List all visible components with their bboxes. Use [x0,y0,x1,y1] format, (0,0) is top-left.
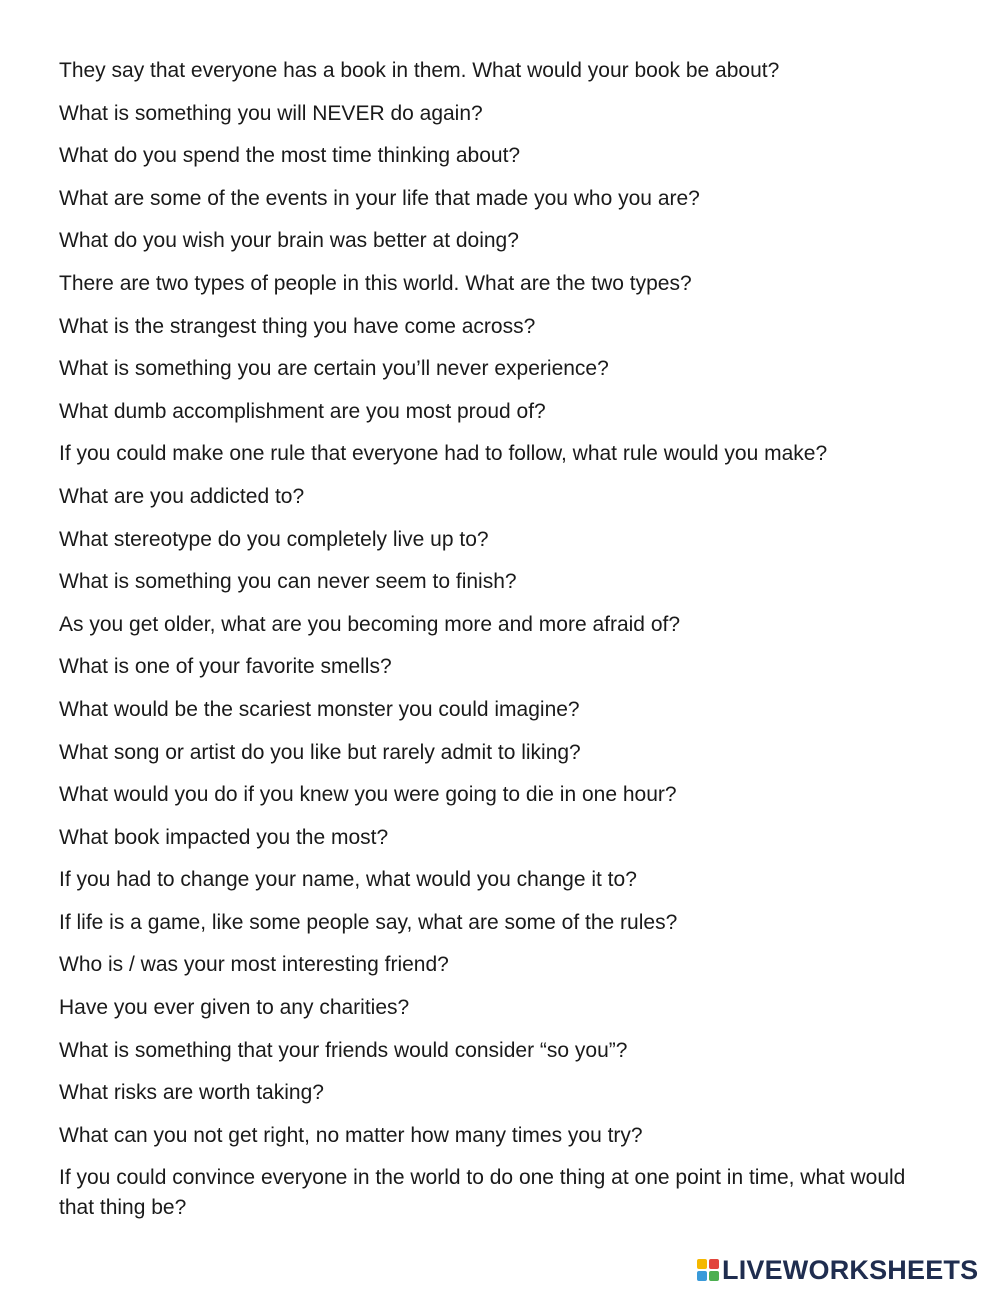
question-item: What is something you are certain you’ll never experience? [59,357,609,381]
question-item: What is something that your friends would consider “so you”? [59,1038,628,1062]
question-item: What would be the scariest monster you could imagine? [59,697,580,721]
question-item: What are some of the events in your life that made you who you are? [59,186,700,210]
question-item: What dumb accomplishment are you most proud of? [59,399,546,423]
logo-square-icon [709,1259,719,1269]
question-item: What can you not get right, no matter how many times you try? [59,1123,643,1147]
question-item: If you could convince everyone in the world to do one thing at one point in time, what would that thing be? [59,1166,906,1220]
question-list [59,56,939,1236]
question-item: If you had to change your name, what would you change it to? [59,868,637,892]
question-item: What do you spend the most time thinking about? [59,144,521,168]
question-item: If life is a game, like some people say, what are some of the rules? [59,910,678,934]
logo-square-icon [697,1259,707,1269]
question-item: Have you ever given to any charities? [59,996,410,1020]
question-item: What do you wish your brain was better at doing? [59,229,519,253]
question-item: What book impacted you the most? [59,825,389,849]
question-item: They say that everyone has a book in them. What would your book be about? [59,59,780,82]
logo-mark-icon [697,1259,719,1281]
question-item: Who is / was your most interesting friend? [59,953,449,977]
liveworksheets-logo[interactable] [697,1255,978,1285]
question-item: As you get older, what are you becoming more and more afraid of? [59,612,681,636]
question-item: What is the strangest thing you have come across? [59,314,536,338]
question-item: What risks are worth taking? [59,1081,324,1105]
question-item: What is something you will NEVER do again? [59,101,483,125]
logo-square-icon [697,1271,707,1281]
question-item: If you could make one rule that everyone had to follow, what rule would you make? [59,442,828,466]
question-item: What stereotype do you completely live up to? [59,527,489,551]
question-item: There are two types of people in this world. What are the two types? [59,271,692,295]
question-item: What is something you can never seem to finish? [59,570,517,594]
question-item: What is one of your favorite smells? [59,655,392,679]
question-item: What would you do if you knew you were going to die in one hour? [59,783,677,807]
logo-text: LIVEWORKSHEETS [722,1254,979,1285]
question-item: What song or artist do you like but rarely admit to liking? [59,740,581,764]
logo-square-icon [709,1271,719,1281]
question-item: What are you addicted to? [59,484,305,508]
